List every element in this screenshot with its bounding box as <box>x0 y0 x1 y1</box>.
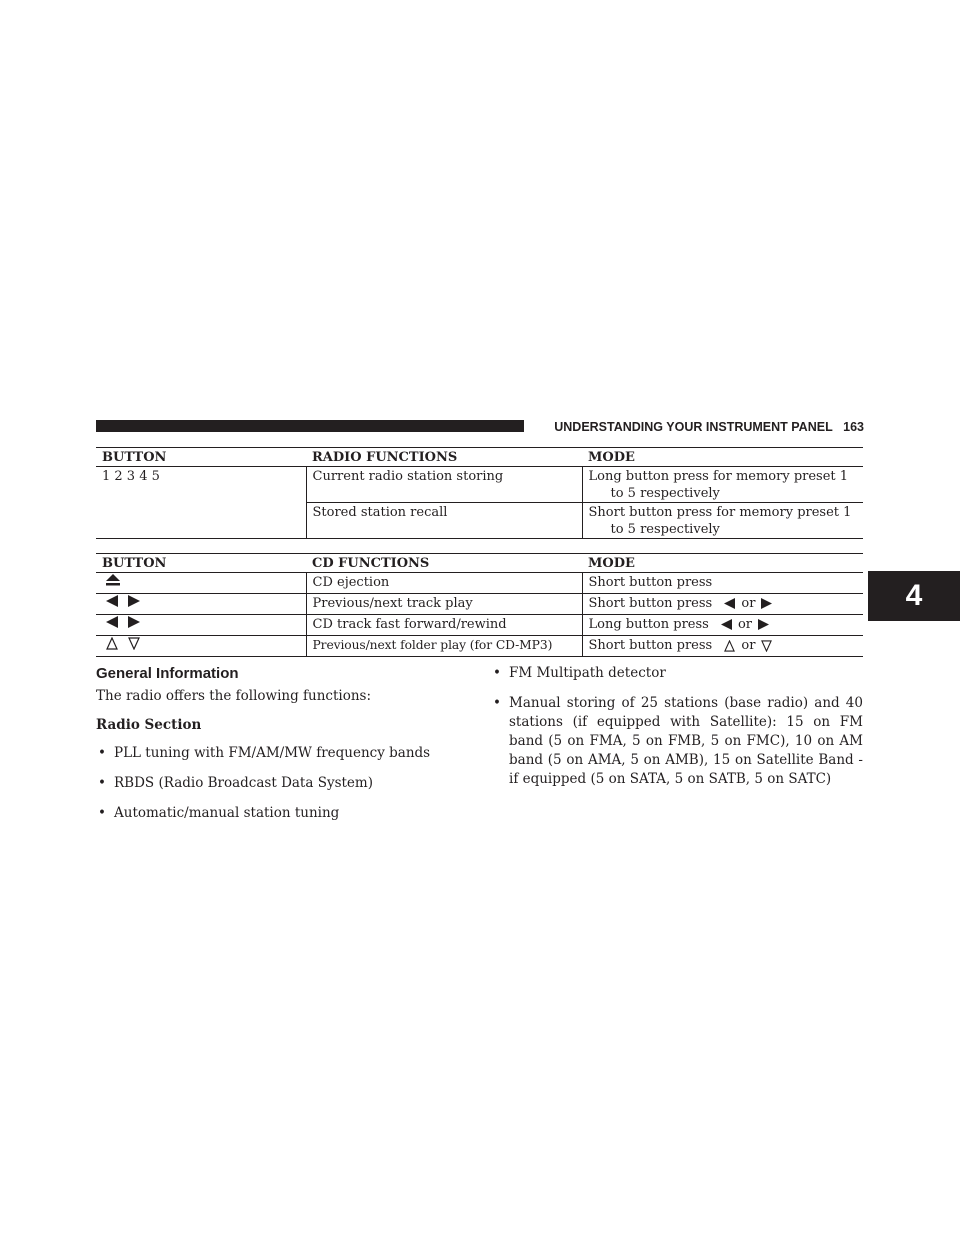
table-row <box>96 594 863 615</box>
up-triangle-icon <box>106 637 118 650</box>
column-header: MODE <box>582 448 863 467</box>
mode-text: Short button press <box>588 596 713 611</box>
column-header: BUTTON <box>96 554 306 573</box>
list-item-text: Manual storing of 25 stations (base radio) and 40 stations (if equipped with Satellite): 15 on FM band (5 on FMA, 5 on FMB, 5 on FMC), 10 on AM band (5 on AMA, 5 on AMB), 15 on Satellite Band - if equipped (5 on SATA, 5 on SATB, 5 on SATC) <box>509 695 863 787</box>
button-cell <box>96 615 306 636</box>
table-header-row <box>96 554 863 573</box>
or-label: or <box>741 638 756 653</box>
down-triangle-icon <box>761 640 772 652</box>
header-rule <box>96 420 524 432</box>
section-heading: General Information <box>96 665 239 682</box>
column-header: CD FUNCTIONS <box>306 554 582 573</box>
right-arrow-icon <box>128 616 140 628</box>
column-header: MODE <box>582 554 863 573</box>
mode-cell <box>582 467 863 503</box>
bullet-icon: • <box>98 775 106 791</box>
intro-paragraph: The radio offers the following functions: <box>96 688 372 704</box>
running-header <box>538 419 864 435</box>
mode-cell <box>582 615 863 636</box>
bullet-icon: • <box>493 695 501 711</box>
section-title: UNDERSTANDING YOUR INSTRUMENT PANEL <box>554 420 833 434</box>
table-header-row <box>96 448 863 467</box>
left-arrow-icon <box>106 616 118 628</box>
radio-functions-table <box>96 447 863 539</box>
bullet-icon: • <box>493 665 501 681</box>
function-cell: Previous/next track play <box>306 594 582 615</box>
right-arrow-icon <box>758 619 769 630</box>
bullet-list <box>96 744 464 823</box>
bullet-icon: • <box>98 805 106 821</box>
column-header: BUTTON <box>96 448 306 467</box>
eject-icon <box>106 574 120 586</box>
bullet-list <box>491 664 863 789</box>
function-cell: Stored station recall <box>306 503 582 539</box>
list-item-text: RBDS (Radio Broadcast Data System) <box>114 775 373 791</box>
function-cell: Previous/next folder play (for CD-MP3) <box>306 636 582 657</box>
left-arrow-icon <box>106 595 118 607</box>
button-cell <box>96 503 306 539</box>
mode-text-continued: to 5 respectively <box>610 486 720 501</box>
list-item <box>96 744 464 763</box>
button-cell <box>96 573 306 594</box>
up-triangle-icon <box>724 640 735 652</box>
table-row <box>96 467 863 503</box>
mode-text: Short button press for memory preset 1 <box>588 505 852 520</box>
table-row <box>96 615 863 636</box>
or-label: or <box>737 617 753 632</box>
mode-text-continued: to 5 respectively <box>610 522 720 537</box>
cd-functions-table <box>96 553 863 657</box>
subheading: Radio Section <box>96 717 202 733</box>
mode-cell <box>582 594 863 615</box>
right-column <box>491 664 863 800</box>
mode-text: Long button press for memory preset 1 <box>588 469 849 484</box>
left-arrow-icon <box>724 598 735 609</box>
column-header: RADIO FUNCTIONS <box>306 448 582 467</box>
button-cell: 1 2 3 4 5 <box>102 469 160 484</box>
function-cell: Current radio station storing <box>306 467 582 503</box>
or-label: or <box>741 596 756 611</box>
mode-cell <box>582 636 863 657</box>
button-cell <box>96 594 306 615</box>
chapter-tab: 4 <box>868 571 960 621</box>
function-cell: CD ejection <box>306 573 582 594</box>
left-column <box>96 664 464 834</box>
list-item <box>96 774 464 793</box>
list-item <box>491 664 863 683</box>
mode-cell: Short button press <box>582 573 863 594</box>
list-item <box>96 804 464 823</box>
mode-text: Long button press <box>588 617 709 632</box>
table-row <box>96 503 863 539</box>
list-item-text: FM Multipath detector <box>509 665 666 681</box>
right-arrow-icon <box>128 595 140 607</box>
table-row <box>96 636 863 657</box>
function-cell: CD track fast forward/rewind <box>306 615 582 636</box>
left-arrow-icon <box>721 619 732 630</box>
page-number: 163 <box>843 420 864 434</box>
list-item <box>491 694 863 789</box>
list-item-text: PLL tuning with FM/AM/MW frequency bands <box>114 745 431 761</box>
bullet-icon: • <box>98 745 106 761</box>
right-arrow-icon <box>761 598 772 609</box>
mode-text: Short button press <box>588 638 713 653</box>
down-triangle-icon <box>128 637 140 650</box>
list-item-text: Automatic/manual station tuning <box>114 805 340 821</box>
button-cell <box>96 636 306 657</box>
mode-cell <box>582 503 863 539</box>
table-row <box>96 573 863 594</box>
